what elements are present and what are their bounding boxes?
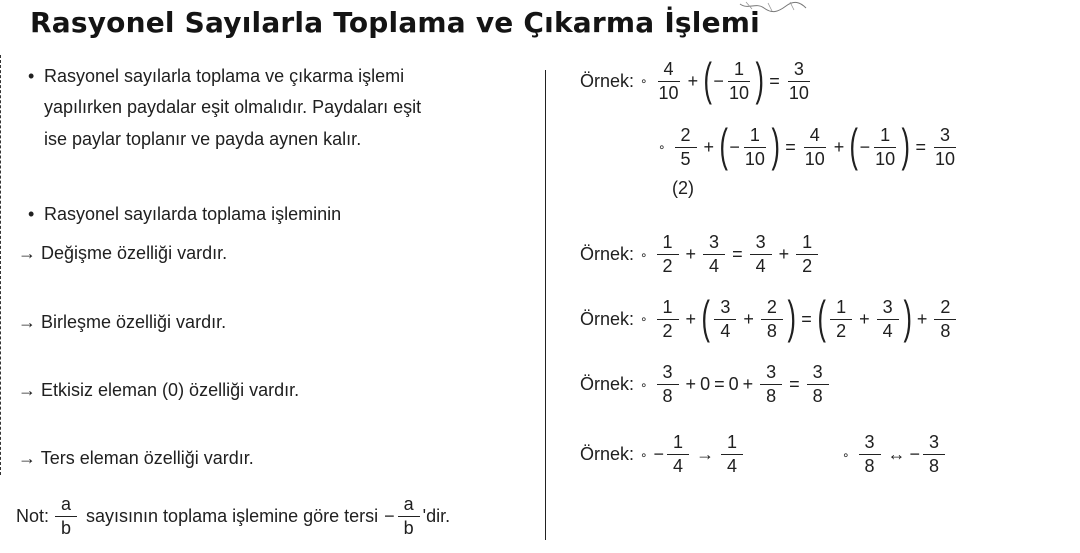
- bullet-icon: •: [28, 204, 35, 224]
- column-divider: [545, 70, 546, 540]
- fraction: $\frac{3}{4}$: [877, 297, 899, 342]
- paragraph-line: • Rasyonel sayılarda toplama işleminin: [28, 204, 342, 224]
- example-1b: ∘ $\frac{2}{5}$ + ( − $\frac{1}{10}$ ) = $\frac{4}{10}$ + ( − $\frac{1}{10}$ ) = $\frac{3}{10}$: [658, 119, 956, 171]
- fraction: $\frac{3}{4}$: [714, 297, 736, 342]
- property-item: → Değişme özelliği vardır.: [18, 243, 228, 263]
- fraction: $\frac{3}{8}$: [923, 432, 945, 477]
- property-item: → Ters eleman özelliği vardır.: [18, 448, 254, 468]
- paragraph-line: ise paylar toplanır ve payda aynen kalır.: [44, 129, 362, 149]
- fraction: $\frac{1}{2}$: [657, 232, 679, 277]
- example-5: Örnek: ∘ − $\frac{1}{4}$ → $\frac{1}{4}$: [580, 432, 746, 477]
- margin-guide: [0, 55, 5, 475]
- fraction: $\frac{1}{10}$: [875, 124, 896, 169]
- arrow-icon: →: [696, 444, 715, 464]
- page-title: Rasyonel Sayılarla Toplama ve Çıkarma İşlemi: [30, 6, 760, 39]
- expansion-factor: (2): [672, 178, 694, 198]
- arrow-icon: →: [18, 312, 36, 332]
- fraction: $\frac{2}{8}$: [934, 297, 956, 342]
- fraction: $\frac{1}{4}$: [721, 432, 743, 477]
- example-5b: ∘ $\frac{3}{8}$ ↔ − $\frac{3}{8}$: [842, 432, 948, 477]
- property-item: → Birleşme özelliği vardır.: [18, 312, 227, 332]
- fraction: $\frac{1}{10}$: [744, 124, 765, 169]
- corner-scribble-icon: [738, 0, 808, 14]
- fraction: $\frac{4}{10}$: [804, 124, 825, 169]
- arrow-icon: →: [18, 243, 36, 263]
- fraction: $\frac{2}{8}$: [761, 297, 783, 342]
- arrow-icon: →: [18, 448, 36, 468]
- fraction: $\frac{2}{5}$: [675, 125, 697, 170]
- fraction: $\frac{a}{b}$: [398, 494, 420, 539]
- fraction: $\frac{1}{2}$: [657, 297, 679, 342]
- property-item: → Etkisiz eleman (0) özelliği vardır.: [18, 380, 300, 400]
- fraction: $\frac{1}{2}$: [796, 232, 818, 277]
- fraction: $\frac{1}{4}$: [667, 432, 689, 477]
- fraction: $\frac{4}{10}$: [658, 58, 679, 103]
- double-arrow-icon: ↔: [887, 444, 906, 464]
- fraction: $\frac{1}{2}$: [830, 297, 852, 342]
- fraction: $\frac{a}{b}$: [55, 494, 77, 539]
- fraction: $\frac{3}{8}$: [760, 362, 782, 407]
- example-2: Örnek: ∘ $\frac{1}{2}$ + $\frac{3}{4}$ = $\frac{3}{4}$ + $\frac{1}{2}$: [580, 232, 821, 277]
- paragraph-line: yapılırken paydalar eşit olmalıdır. Paydaları eşit: [44, 97, 422, 117]
- fraction: $\frac{3}{8}$: [859, 432, 881, 477]
- example-1: Örnek: ∘ $\frac{4}{10}$ + ( − $\frac{1}{10}$ ) = $\frac{3}{10}$: [580, 53, 809, 105]
- fraction: $\frac{3}{8}$: [657, 362, 679, 407]
- bullet-icon: •: [28, 66, 35, 86]
- fraction: $\frac{3}{10}$: [788, 58, 809, 103]
- arrow-icon: →: [18, 380, 36, 400]
- example-3: Örnek: ∘ $\frac{1}{2}$ + ( $\frac{3}{4}$ + $\frac{2}{8}$ ) = ( $\frac{1}{2}$ + $\frac{3}{4}$ ) + $\frac{2}{8}$: [580, 296, 959, 342]
- example-4: Örnek: ∘ $\frac{3}{8}$ + 0 = 0 + $\frac{3}{8}$ = $\frac{3}{8}$: [580, 362, 832, 407]
- fraction: $\frac{3}{8}$: [807, 362, 829, 407]
- fraction: $\frac{3}{4}$: [703, 232, 725, 277]
- note-line: Not: $\frac{a}{b}$ sayısının toplama işlemine göre tersi − $\frac{a}{b}$ 'dir.: [16, 494, 451, 538]
- fraction: $\frac{3}{4}$: [750, 232, 772, 277]
- paragraph-line: • Rasyonel sayılarla toplama ve çıkarma işlemi: [28, 66, 405, 86]
- fraction: $\frac{3}{10}$: [935, 124, 956, 169]
- fraction: $\frac{1}{10}$: [728, 58, 749, 103]
